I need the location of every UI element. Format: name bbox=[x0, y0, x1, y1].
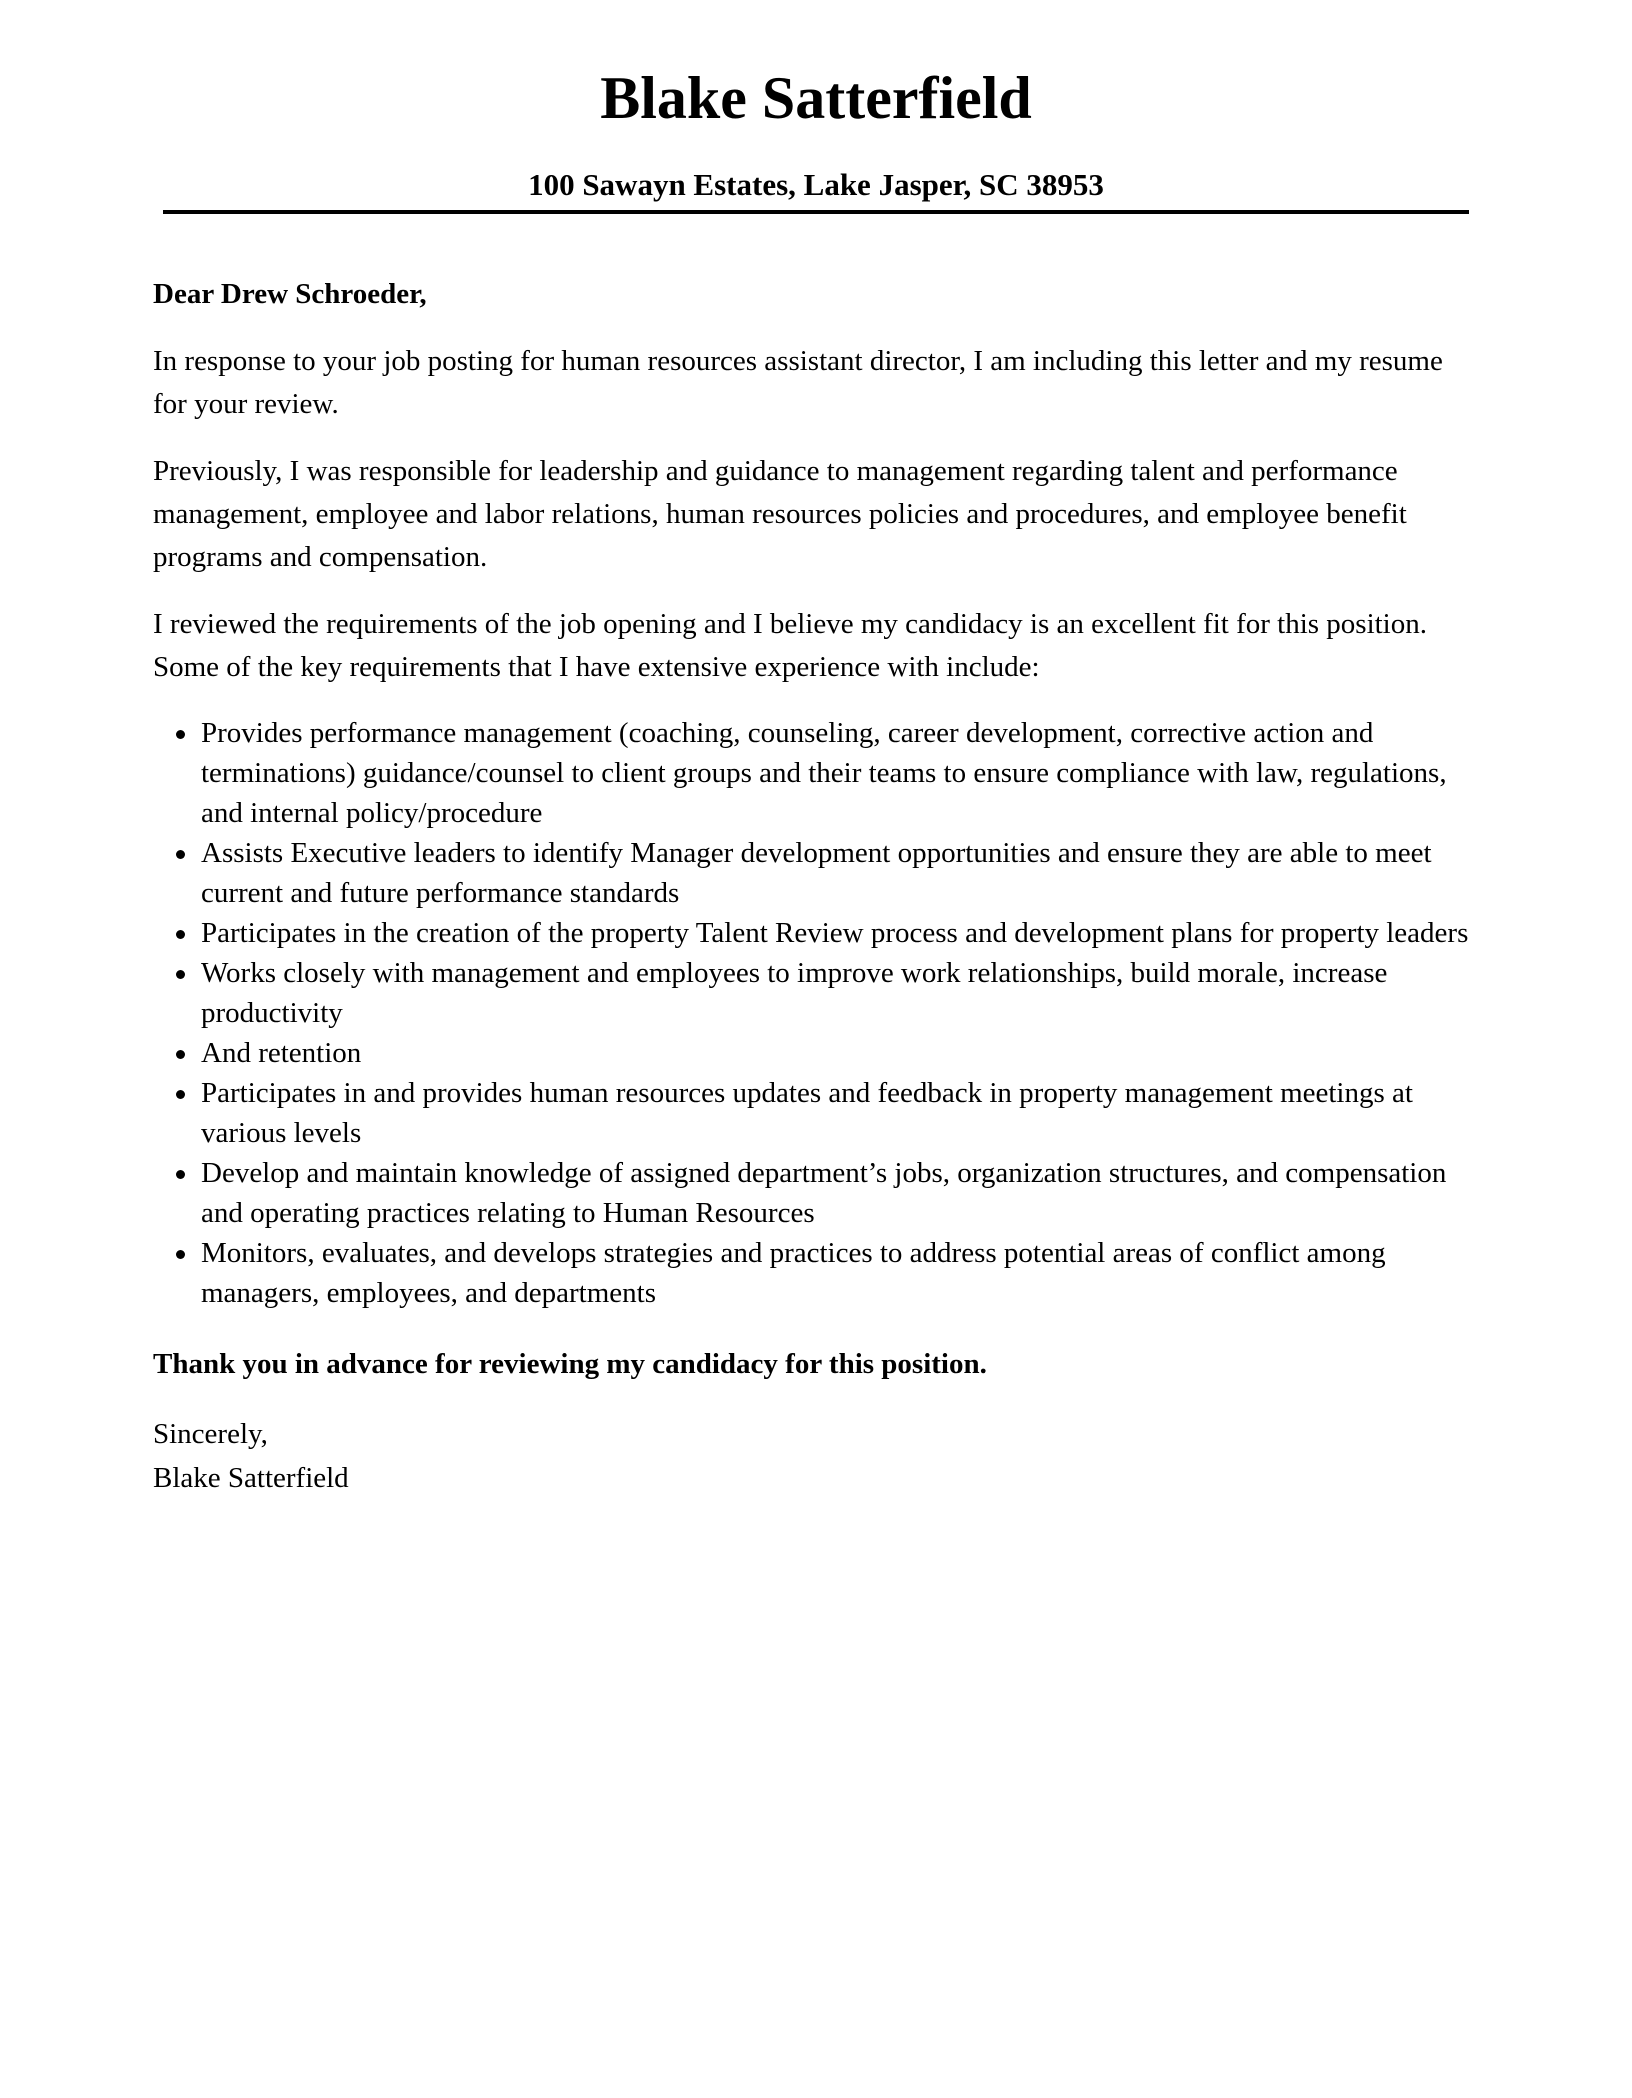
applicant-name-heading: Blake Satterfield bbox=[600, 65, 1032, 131]
bullet-icon bbox=[176, 970, 185, 979]
list-item bbox=[153, 1073, 1473, 1153]
greeting: Dear Drew Schroeder, bbox=[153, 278, 427, 310]
list-item-text: Monitors, evaluates, and develops strategies and practices to address potential areas of conflict among managers, employees, and departments bbox=[201, 1237, 1386, 1309]
list-item-text: Participates in and provides human resources updates and feedback in property management meetings at various levels bbox=[201, 1077, 1413, 1149]
list-item bbox=[153, 1233, 1473, 1313]
list-item-text: Participates in the creation of the property Talent Review process and development plans for property leaders bbox=[201, 917, 1469, 949]
list-item-text: Assists Executive leaders to identify Manager development opportunities and ensure they are able to meet current and future performance standards bbox=[201, 837, 1432, 909]
header-divider bbox=[163, 210, 1469, 214]
list-item bbox=[153, 1153, 1473, 1233]
signature-name: Blake Satterfield bbox=[153, 1462, 349, 1494]
list-item bbox=[153, 913, 1473, 953]
requirements-list bbox=[153, 713, 1473, 1313]
bullet-icon bbox=[176, 1170, 185, 1179]
requirements-intro-paragraph: I reviewed the requirements of the job opening and I believe my candidacy is an excellent fit for this position. Some of the key requirements that I have extensive experience with include: bbox=[153, 608, 1427, 683]
list-item-text: Works closely with management and employees to improve work relationships, build morale, increase productivity bbox=[201, 957, 1388, 1029]
bullet-icon bbox=[176, 1250, 185, 1259]
list-item-text: And retention bbox=[201, 1037, 362, 1069]
experience-paragraph: Previously, I was responsible for leadership and guidance to management regarding talent and performance management, employee and labor relations, human resources policies and procedures, and employee benefit programs and compensation. bbox=[153, 455, 1407, 573]
sign-off: Sincerely, bbox=[153, 1418, 268, 1450]
bullet-icon bbox=[176, 1090, 185, 1099]
list-item bbox=[153, 713, 1473, 833]
list-item bbox=[153, 953, 1473, 1033]
bullet-icon bbox=[176, 850, 185, 859]
list-item-text: Provides performance management (coaching, counseling, career development, corrective action and terminations) guidance/counsel to client groups and their teams to ensure compliance with law, regulations, and internal policy/procedure bbox=[201, 717, 1447, 829]
letter-body bbox=[153, 272, 1473, 1500]
bullet-icon bbox=[176, 1050, 185, 1059]
bullet-icon bbox=[176, 930, 185, 939]
thank-you-line: Thank you in advance for reviewing my candidacy for this position. bbox=[153, 1348, 987, 1380]
applicant-address: 100 Sawayn Estates, Lake Jasper, SC 38953 bbox=[528, 167, 1104, 202]
list-item bbox=[153, 1033, 1473, 1073]
list-item bbox=[153, 833, 1473, 913]
list-item-text: Develop and maintain knowledge of assigned department’s jobs, organization structures, and compensation and operating practices relating to Human Resources bbox=[201, 1157, 1447, 1229]
bullet-icon bbox=[176, 730, 185, 739]
intro-paragraph: In response to your job posting for human resources assistant director, I am including this letter and my resume for your review. bbox=[153, 345, 1443, 420]
